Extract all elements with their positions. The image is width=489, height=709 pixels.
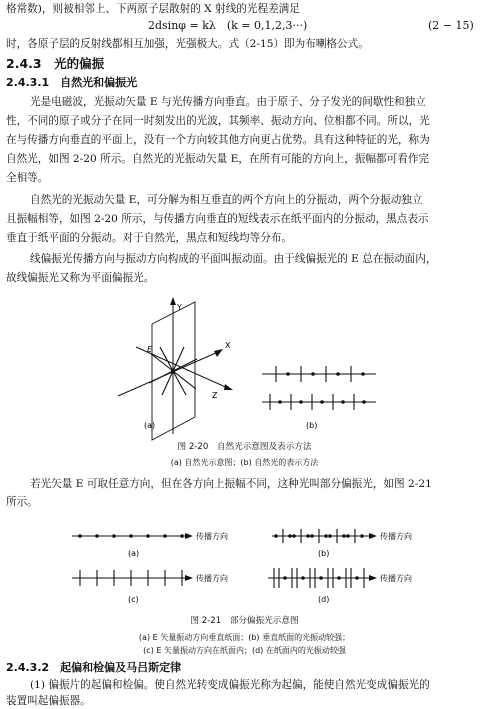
subsection-heading: 2.4.3.1 自然光和偏振光 [6, 76, 138, 89]
paragraph-line: 故线偏振光又称为平面偏振光。 [6, 272, 155, 284]
equation-number: (2 − 15) [428, 19, 474, 32]
diagram-d [268, 568, 412, 604]
direction-label: 传播方向 [196, 574, 228, 583]
figure-caption: 图 2-20 自然光示意图及表示方法 [177, 442, 312, 452]
bragg-equation: 2dsinφ = kλ (k = 0,1,2,3···) [148, 19, 308, 32]
subfigure-label: (a) [128, 549, 140, 558]
text-line: 时，各原子层的反射线都相互加强，光强极大。式（2-15）即为布喇格公式。 [6, 38, 369, 50]
paragraph-line: 性，不同的原子或分子在同一时刻发出的光波，其频率、振动方向、位相都不同。所以，光 [6, 115, 430, 127]
subfigure-label: (a) [144, 421, 156, 430]
subfigure-label: (d) [318, 595, 330, 604]
vector-label-e: E [147, 345, 153, 354]
subfigure-label: (b) [306, 421, 318, 430]
diagram-b [272, 529, 412, 558]
figure-subcaption: (c) E 矢量振动方向在纸面内；(d) 在纸面内的光振动较强 [143, 646, 346, 655]
subfigure-label: (b) [318, 549, 330, 558]
axis-label-y: Y [177, 303, 182, 312]
paragraph-line: 所示。 [6, 496, 38, 508]
paragraph-line: 自然光的光振动矢量 E，可分解为相互垂直的两个方向上的分振动，两个分振动独立 [30, 194, 423, 206]
subfigure-label: (c) [128, 595, 139, 604]
direction-label: 传播方向 [196, 532, 228, 541]
direction-label: 传播方向 [380, 532, 412, 541]
subsection-heading: 2.4.3.2 起偏和检偏及马吕斯定律 [6, 661, 182, 674]
axis-label-x: X [225, 341, 231, 350]
direction-label: 传播方向 [380, 574, 412, 583]
paragraph-line: 且振幅相等，如图 2-20 所示，与传播方向垂直的短线表示在纸平面内的分振动，黑点表示 [6, 213, 429, 225]
diagram-a [72, 531, 228, 558]
paragraph-line: 若光矢量 E 可取任意方向，但在各方向上振幅不同，这种光叫部分偏振光，如图 2-21 [30, 478, 432, 490]
paragraph-line: 全相等。 [6, 172, 49, 184]
paragraph-line: 线偏振光传播方向与振动方向构成的平面叫振动面。由于线偏振光的 E 总在振动面内， [30, 253, 437, 265]
paragraph-line: 垂直于纸平面的分振动。对于自然光，黑点和短线均等分布。 [6, 232, 293, 244]
paragraph-line: 光是电磁波，光振动矢量 E 与光传播方向垂直。由于原子、分子发光的间歇性和独立 [30, 96, 426, 108]
paragraph-line: 自然光，如图 2-20 所示。自然光的光振动矢量 E，在所有可能的方向上，振幅都可看作完 [6, 153, 430, 165]
paragraph-line: 装置叫起偏振器。 [6, 695, 91, 707]
paragraph-line: (1) 偏振片的起偏和检偏。使自然光转变成偏振光称为起偏，能使自然光变成偏振光的 [30, 679, 430, 691]
text-line: 格常数)，则被相邻上、下两原子层散射的 X 射线的光程差满足 [6, 3, 300, 15]
figure-subcaption: (a) 自然光示意图；(b) 自然光的表示方法 [170, 458, 319, 467]
paragraph-line: 在与传播方向垂直的平面上，没有一个方向较其他方向更占优势。具有这种特征的光，称为 [6, 134, 430, 146]
section-heading: 2.4.3 光的偏振 [6, 56, 105, 71]
axis-label-z: Z [212, 391, 218, 400]
figure-subcaption: (a) E 矢量振动方向垂直纸面；(b) 垂直纸面的光振动较强； [138, 633, 351, 642]
diagram-c [72, 570, 228, 604]
figure-caption: 图 2-21 部分偏振光示意图 [190, 616, 299, 626]
